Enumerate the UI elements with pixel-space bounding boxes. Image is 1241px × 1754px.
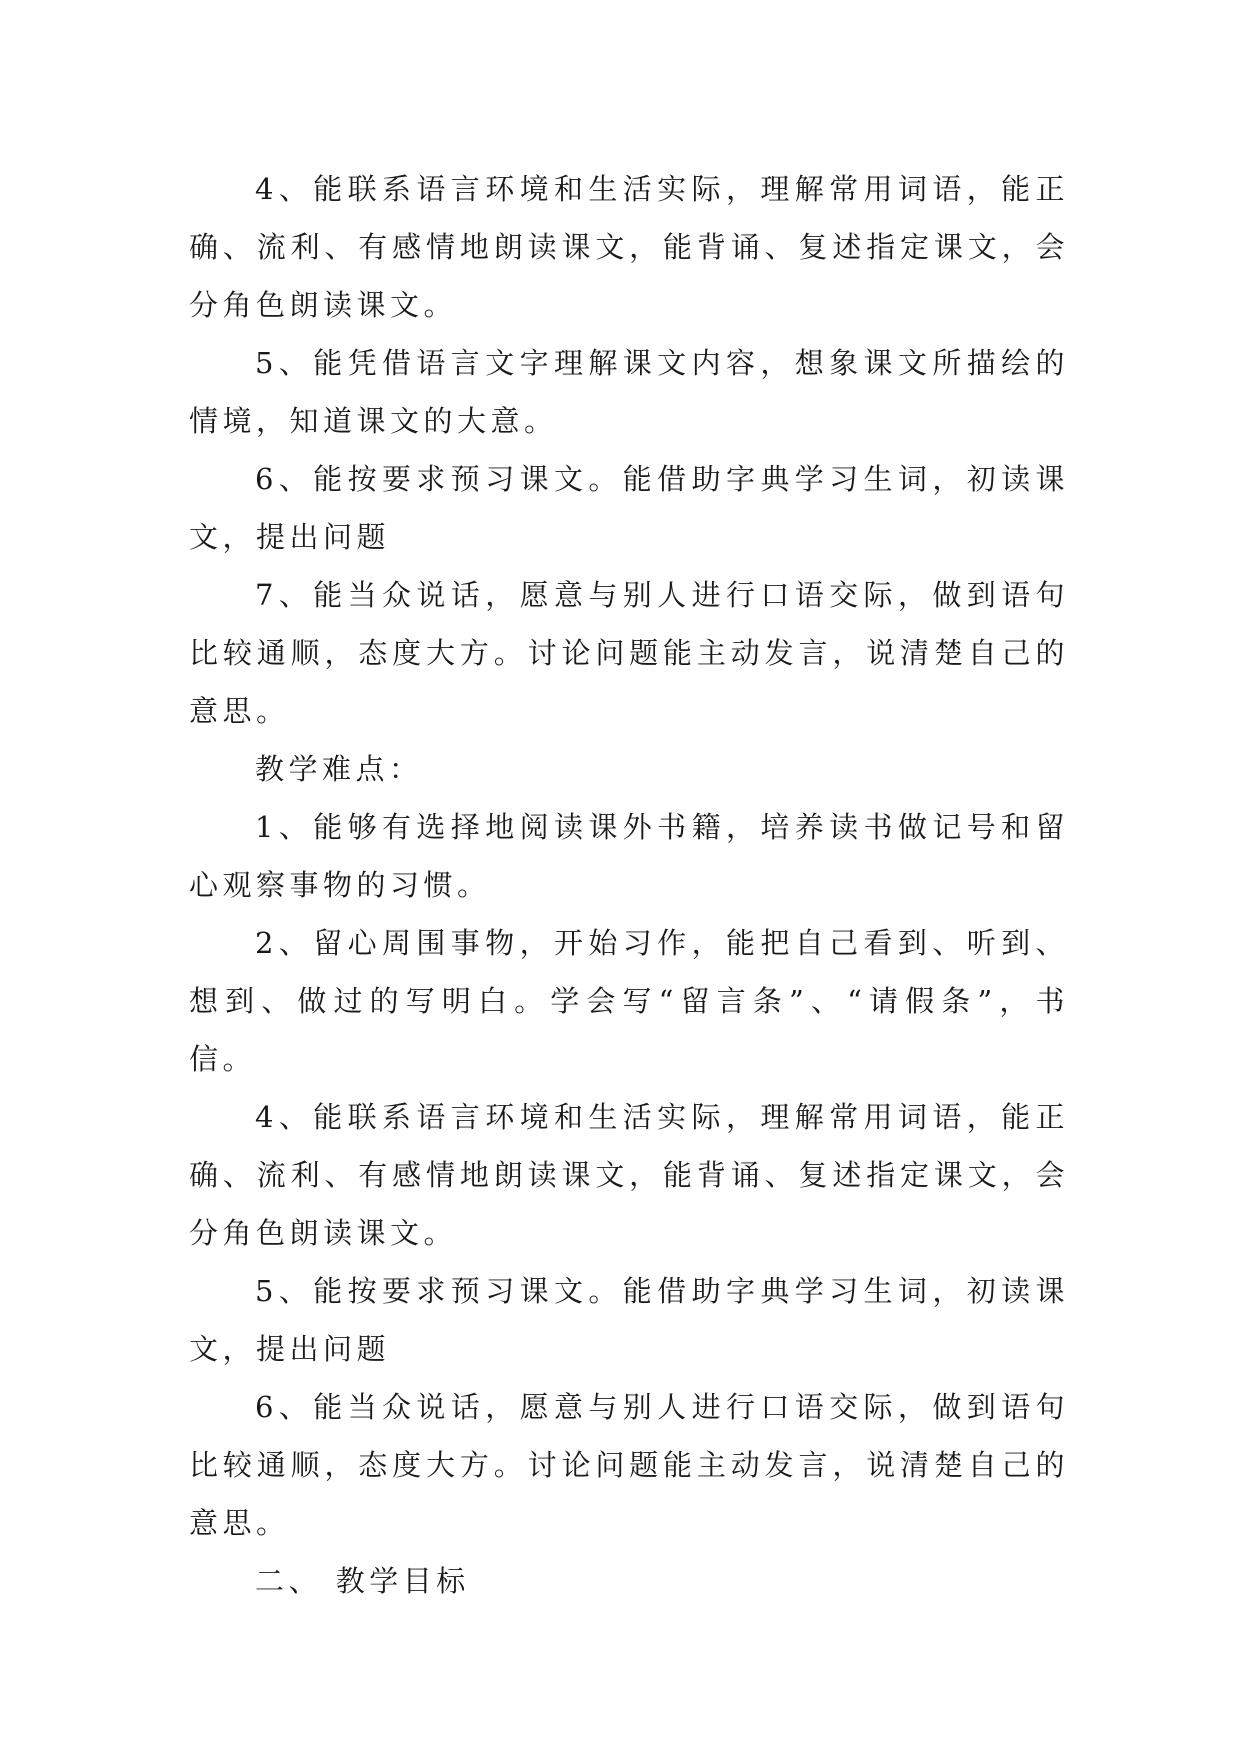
paragraph-10: 6、能当众说话，愿意与别人进行口语交际，做到语句比较通顺，态度大方。讨论问题能主动发言，说清楚自己的意思。: [189, 1390, 1069, 1540]
section-heading: 二、 教学目标: [255, 1564, 470, 1598]
paragraph-3: 6、能按要求预习课文。能借助字典学习生词，初读课文，提出问题: [189, 462, 1069, 554]
paragraph-1: 4、能联系语言环境和生活实际，理解常用词语，能正确、流利、有感情地朗读课文，能背诵、复述指定课文，会分角色朗读课文。: [189, 172, 1069, 322]
paragraph-8: 4、能联系语言环境和生活实际，理解常用词语，能正确、流利、有感情地朗读课文，能背诵、复述指定课文，会分角色朗读课文。: [189, 1100, 1069, 1250]
paragraph-7: 2、留心周围事物，开始习作，能把自己看到、听到、想到、做过的写明白。学会写“留言条”、“请假条”，书信。: [189, 926, 1069, 1076]
paragraph-4: 7、能当众说话，愿意与别人进行口语交际，做到语句比较通顺，态度大方。讨论问题能主动发言，说清楚自己的意思。: [189, 578, 1069, 728]
document-body: [189, 160, 1069, 1610]
paragraph-6: 1、能够有选择地阅读课外书籍，培养读书做记号和留心观察事物的习惯。: [189, 810, 1069, 902]
paragraph-2: 5、能凭借语言文字理解课文内容，想象课文所描绘的情境，知道课文的大意。: [189, 346, 1069, 438]
paragraph-9: 5、能按要求预习课文。能借助字典学习生词，初读课文，提出问题: [189, 1274, 1069, 1366]
section-label-difficulties: 教学难点：: [255, 752, 423, 786]
